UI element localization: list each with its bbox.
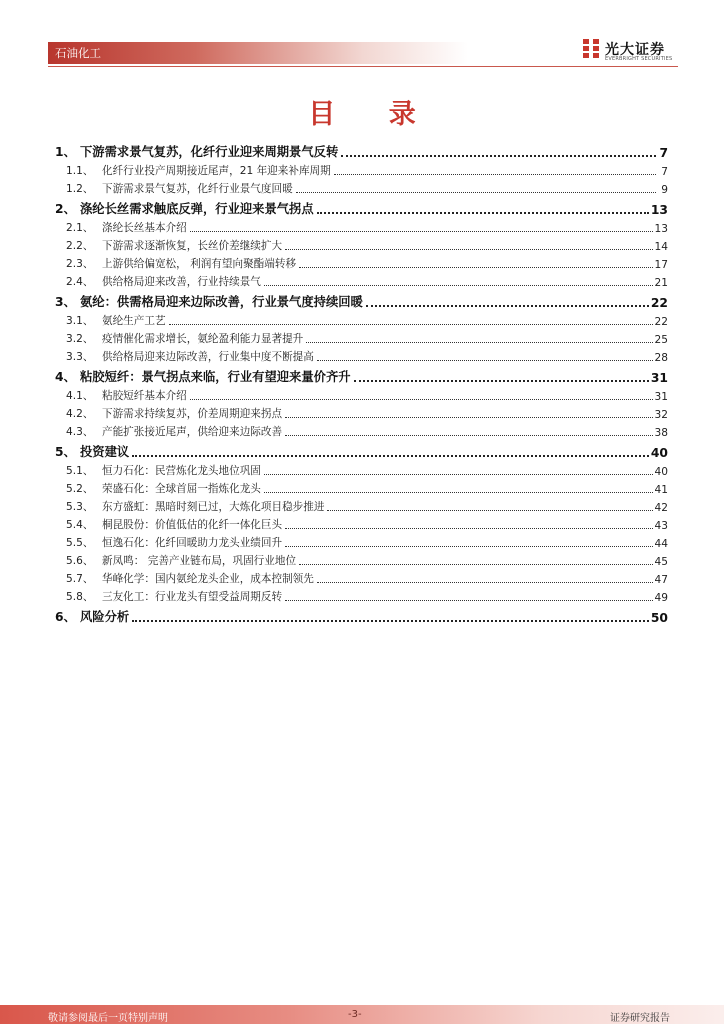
toc-entry-number: 5.7、 — [66, 573, 94, 585]
toc-entry-number: 5.4、 — [66, 519, 94, 531]
logo-english-name: EVERBRIGHT SECURITIES — [605, 56, 673, 62]
toc-section-entry[interactable] — [55, 289, 668, 310]
toc-entry-number: 5、 — [55, 445, 76, 459]
toc-subsection-entry[interactable] — [55, 328, 668, 346]
toc-entry-number: 4、 — [55, 370, 76, 384]
toc-entry-page: 13 — [654, 223, 668, 235]
toc-entry-title: 华峰化学：国内氨纶龙头企业，成本控制领先 — [102, 573, 314, 585]
toc-entry-title: 投资建议 — [80, 445, 130, 459]
toc-subsection-entry[interactable] — [55, 346, 668, 364]
toc-subsection-entry[interactable] — [55, 586, 668, 604]
header-category: 石油化工 — [55, 46, 101, 60]
table-of-contents — [55, 139, 668, 625]
toc-subsection-entry[interactable] — [55, 478, 668, 496]
toc-entry-title: 上游供给偏宽松， 利润有望向聚酯端转移 — [102, 258, 297, 270]
toc-entry-number: 6、 — [55, 610, 76, 624]
toc-entry-title: 下游需求逐渐恢复，长丝价差继续扩大 — [102, 240, 283, 252]
toc-entry-title: 下游需求景气复苏，化纤行业景气度回暖 — [102, 183, 293, 195]
footer-report-type: 证券研究报告 — [610, 1013, 670, 1024]
company-logo — [581, 38, 691, 66]
everbright-logo-icon — [581, 38, 601, 62]
toc-entry-page: 44 — [654, 538, 668, 550]
toc-entry-page: 50 — [650, 611, 668, 625]
toc-dot-leader — [317, 582, 653, 583]
toc-entry-title: 粘胶短纤：景气拐点来临，行业有望迎来量价齐升 — [80, 370, 351, 384]
toc-dot-leader — [169, 324, 653, 325]
toc-entry-number: 2.3、 — [66, 258, 94, 270]
toc-entry-title: 疫情催化需求增长，氨纶盈利能力显著提升 — [102, 333, 304, 345]
toc-entry-page: 47 — [654, 574, 668, 586]
toc-entry-number: 5.8、 — [66, 591, 94, 603]
toc-dot-leader — [264, 474, 653, 475]
header-divider — [48, 66, 678, 67]
toc-entry-page: 42 — [654, 502, 668, 514]
toc-subsection-entry[interactable] — [55, 253, 668, 271]
toc-subsection-entry[interactable] — [55, 160, 668, 178]
toc-entry-page: 31 — [654, 391, 668, 403]
toc-entry-title: 东方盛虹：黑暗时刻已过，大炼化项目稳步推进 — [102, 501, 325, 513]
toc-entry-title: 供给格局迎来改善，行业持续景气 — [102, 276, 261, 288]
toc-dot-leader — [341, 155, 656, 157]
toc-entry-title: 恒力石化：民营炼化龙头地位巩固 — [102, 465, 261, 477]
toc-subsection-entry[interactable] — [55, 403, 668, 421]
toc-dot-leader — [285, 435, 652, 436]
toc-dot-leader — [285, 417, 652, 418]
toc-entry-number: 2、 — [55, 202, 76, 216]
toc-entry-page: 43 — [654, 520, 668, 532]
toc-entry-page: 45 — [654, 556, 668, 568]
toc-entry-page: 41 — [654, 484, 668, 496]
toc-dot-leader — [334, 174, 656, 175]
toc-dot-leader — [285, 249, 652, 250]
toc-subsection-entry[interactable] — [55, 271, 668, 289]
toc-subsection-entry[interactable] — [55, 217, 668, 235]
toc-subsection-entry[interactable] — [55, 568, 668, 586]
toc-entry-number: 3.3、 — [66, 351, 94, 363]
toc-dot-leader — [190, 231, 653, 232]
footer-disclaimer: 敬请参阅最后一页特别声明 — [48, 1013, 168, 1024]
toc-entry-page: 22 — [654, 316, 668, 328]
toc-entry-title: 氨纶生产工艺 — [102, 315, 166, 327]
page-title: 目 录 — [308, 99, 438, 130]
toc-entry-number: 5.6、 — [66, 555, 94, 567]
toc-dot-leader — [190, 399, 653, 400]
toc-entry-title: 下游需求景气复苏，化纤行业迎来周期景气反转 — [80, 145, 339, 159]
toc-dot-leader — [327, 510, 652, 511]
toc-entry-title: 风险分析 — [80, 610, 130, 624]
toc-entry-page: 49 — [654, 592, 668, 604]
toc-dot-leader — [299, 267, 652, 268]
toc-entry-number: 5.2、 — [66, 483, 94, 495]
toc-entry-page: 9 — [661, 184, 668, 196]
toc-subsection-entry[interactable] — [55, 514, 668, 532]
toc-entry-number: 5.5、 — [66, 537, 94, 549]
toc-subsection-entry[interactable] — [55, 235, 668, 253]
toc-subsection-entry[interactable] — [55, 550, 668, 568]
toc-dot-leader — [264, 285, 653, 286]
toc-entry-page: 7 — [661, 166, 668, 178]
toc-entry-page: 32 — [654, 409, 668, 421]
toc-subsection-entry[interactable] — [55, 310, 668, 328]
toc-dot-leader — [285, 546, 652, 547]
toc-entry-number: 1、 — [55, 145, 76, 159]
toc-subsection-entry[interactable] — [55, 385, 668, 403]
logo-chinese-name: 光大证券 — [605, 42, 665, 58]
header-band — [48, 42, 468, 64]
toc-entry-number: 5.3、 — [66, 501, 94, 513]
toc-dot-leader — [296, 192, 656, 193]
toc-entry-number: 1.1、 — [66, 165, 94, 177]
toc-entry-title: 新凤鸣： 完善产业链布局，巩固行业地位 — [102, 555, 297, 567]
toc-entry-number: 3.1、 — [66, 315, 94, 327]
toc-entry-number: 1.2、 — [66, 183, 94, 195]
toc-entry-number: 4.1、 — [66, 390, 94, 402]
toc-entry-page: 38 — [654, 427, 668, 439]
toc-entry-page: 40 — [650, 446, 668, 460]
toc-entry-page: 25 — [654, 334, 668, 346]
toc-subsection-entry[interactable] — [55, 421, 668, 439]
toc-entry-title: 桐昆股份：价值低估的化纤一体化巨头 — [102, 519, 283, 531]
toc-entry-page: 7 — [659, 146, 668, 160]
toc-entry-title: 粘胶短纤基本介绍 — [102, 390, 187, 402]
toc-section-entry[interactable] — [55, 139, 668, 160]
toc-entry-title: 涤纶长丝基本介绍 — [102, 222, 187, 234]
toc-dot-leader — [285, 528, 652, 529]
toc-entry-title: 化纤行业投产周期接近尾声，21 年迎来补库周期 — [102, 165, 331, 177]
toc-dot-leader — [132, 620, 649, 622]
toc-entry-number: 2.4、 — [66, 276, 94, 288]
toc-section-entry[interactable] — [55, 604, 668, 625]
toc-section-entry[interactable] — [55, 196, 668, 217]
toc-entry-number: 2.1、 — [66, 222, 94, 234]
toc-entry-title: 涤纶长丝需求触底反弹，行业迎来景气拐点 — [80, 202, 314, 216]
toc-section-entry[interactable] — [55, 439, 668, 460]
toc-entry-number: 4.2、 — [66, 408, 94, 420]
toc-section-entry[interactable] — [55, 364, 668, 385]
toc-entry-page: 17 — [654, 259, 668, 271]
toc-entry-title: 下游需求持续复苏，价差周期迎来拐点 — [102, 408, 283, 420]
toc-dot-leader — [264, 492, 653, 493]
toc-entry-page: 40 — [654, 466, 668, 478]
toc-subsection-entry[interactable] — [55, 178, 668, 196]
toc-entry-page: 21 — [654, 277, 668, 289]
toc-entry-number: 2.2、 — [66, 240, 94, 252]
toc-dot-leader — [354, 380, 649, 382]
toc-entry-page: 22 — [650, 296, 668, 310]
toc-subsection-entry[interactable] — [55, 532, 668, 550]
toc-subsection-entry[interactable] — [55, 460, 668, 478]
footer-page-number: -3- — [348, 1009, 362, 1020]
toc-entry-page: 31 — [650, 371, 668, 385]
toc-dot-leader — [132, 455, 649, 457]
toc-subsection-entry[interactable] — [55, 496, 668, 514]
toc-entry-title: 荣盛石化：全球首屈一指炼化龙头 — [102, 483, 261, 495]
toc-entry-title: 三友化工：行业龙头有望受益周期反转 — [102, 591, 283, 603]
toc-entry-number: 3.2、 — [66, 333, 94, 345]
toc-entry-page: 28 — [654, 352, 668, 364]
toc-dot-leader — [306, 342, 652, 343]
toc-entry-title: 恒逸石化：化纤回暖助力龙头业绩回升 — [102, 537, 283, 549]
toc-entry-number: 5.1、 — [66, 465, 94, 477]
toc-entry-title: 氨纶：供需格局迎来边际改善，行业景气度持续回暖 — [80, 295, 363, 309]
toc-dot-leader — [317, 360, 653, 361]
toc-entry-title: 产能扩张接近尾声，供给迎来边际改善 — [102, 426, 283, 438]
toc-dot-leader — [285, 600, 652, 601]
toc-dot-leader — [299, 564, 652, 565]
toc-entry-number: 3、 — [55, 295, 76, 309]
toc-dot-leader — [317, 212, 649, 214]
toc-entry-page: 13 — [650, 203, 668, 217]
toc-entry-title: 供给格局迎来边际改善，行业集中度不断提高 — [102, 351, 314, 363]
toc-dot-leader — [366, 305, 649, 307]
toc-entry-page: 14 — [654, 241, 668, 253]
toc-entry-number: 4.3、 — [66, 426, 94, 438]
